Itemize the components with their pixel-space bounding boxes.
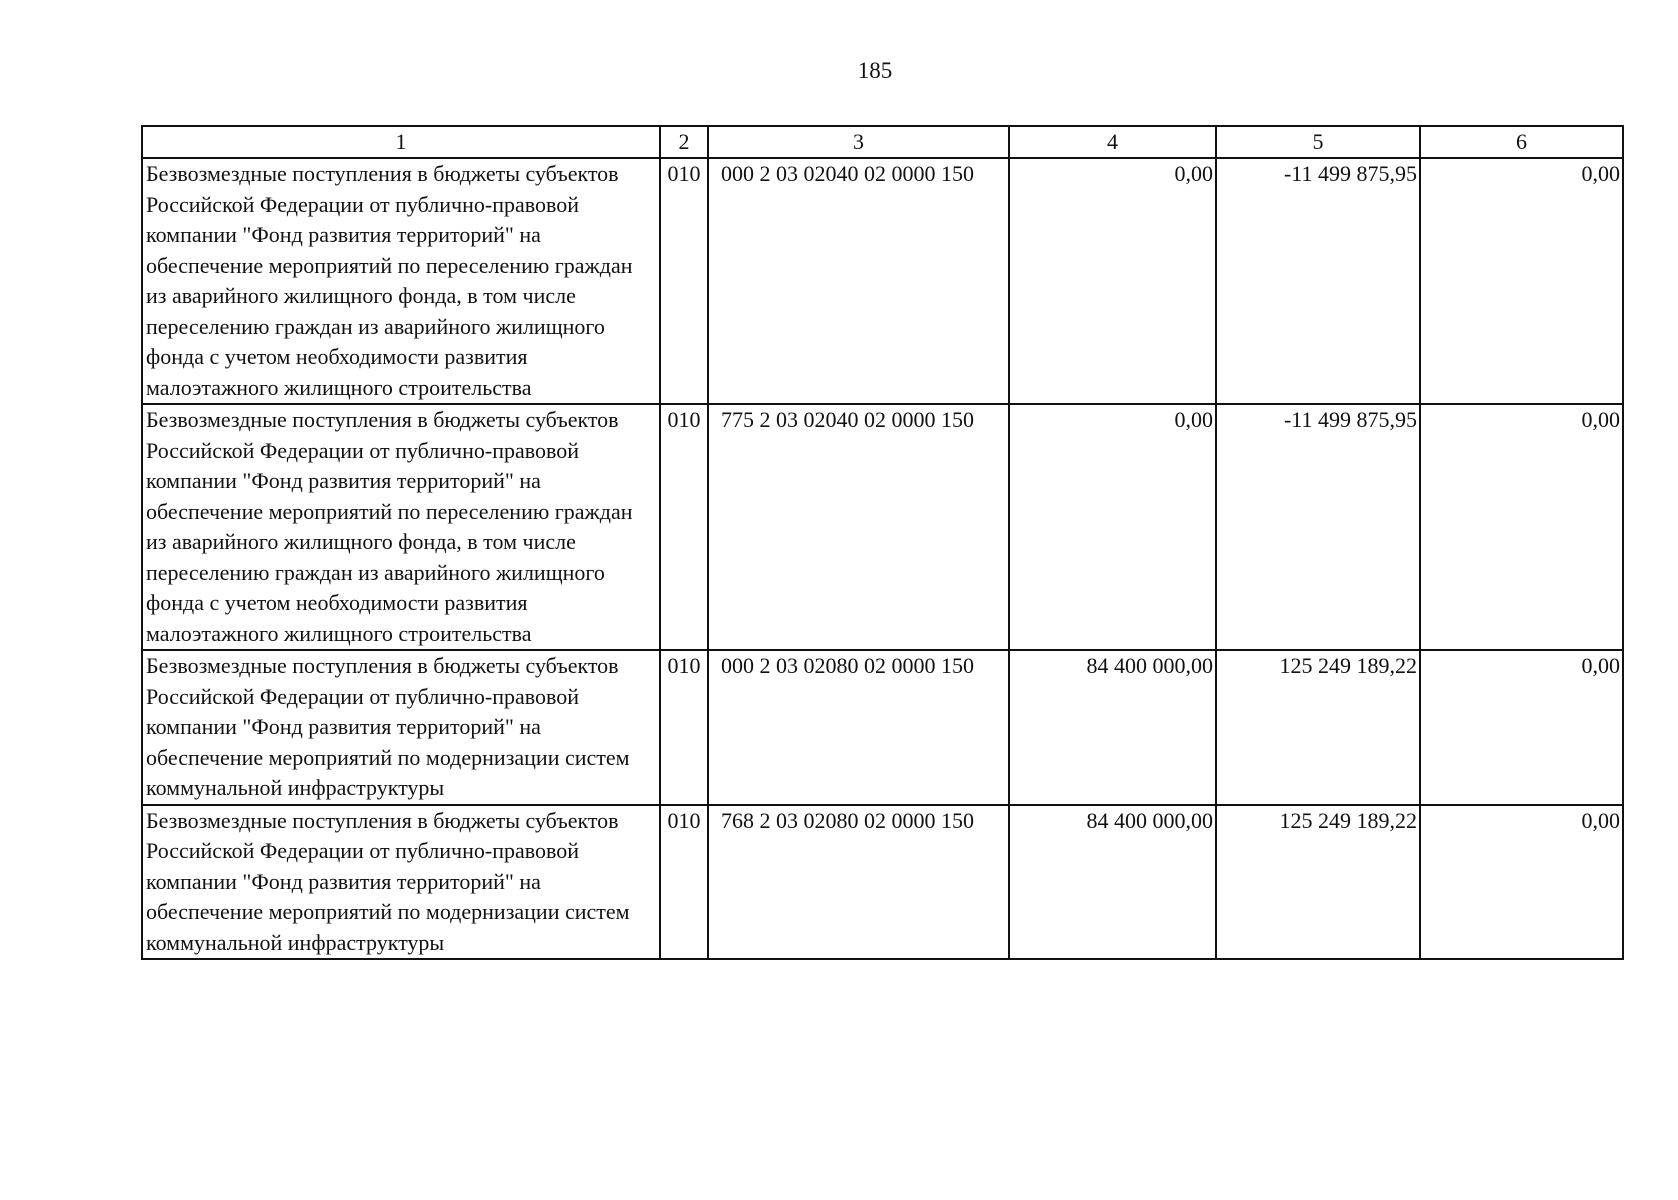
- revenue-name-cell: Безвозмездные поступления в бюджеты субъектов Российской Федерации от публично-правовой компании "Фонд развития территорий" на обеспечение мероприятий по модернизации систем коммунальной инфраструктуры: [142, 805, 660, 960]
- table-row: [142, 404, 1623, 650]
- amount-col4-cell: 0,00: [1009, 404, 1216, 650]
- column-header-5: 5: [1216, 126, 1420, 158]
- column-header-6: 6: [1420, 126, 1623, 158]
- amount-col5-cell: 125 249 189,22: [1216, 650, 1420, 805]
- line-code-cell: 010: [660, 805, 708, 960]
- revenue-name-cell: Безвозмездные поступления в бюджеты субъектов Российской Федерации от публично-правовой компании "Фонд развития территорий" на обеспечение мероприятий по переселению граждан из аварийного жилищного фонда, в том числе переселению граждан из аварийного жилищного фонда с учетом необходимости развития малоэтажного жилищного строительства: [142, 404, 660, 650]
- line-code-cell: 010: [660, 404, 708, 650]
- column-header-2: 2: [660, 126, 708, 158]
- amount-col6-cell: 0,00: [1420, 404, 1623, 650]
- budget-classification-code-cell: 768 2 03 02080 02 0000 150: [708, 805, 1009, 960]
- column-header-3: 3: [708, 126, 1009, 158]
- amount-col6-cell: 0,00: [1420, 805, 1623, 960]
- budget-classification-code-cell: 000 2 03 02080 02 0000 150: [708, 650, 1009, 805]
- revenue-name-cell: Безвозмездные поступления в бюджеты субъектов Российской Федерации от публично-правовой компании "Фонд развития территорий" на обеспечение мероприятий по переселению граждан из аварийного жилищного фонда, в том числе переселению граждан из аварийного жилищного фонда с учетом необходимости развития малоэтажного жилищного строительства: [142, 158, 660, 404]
- amount-col4-cell: 84 400 000,00: [1009, 650, 1216, 805]
- table-header-row: [142, 126, 1623, 158]
- amount-col6-cell: 0,00: [1420, 158, 1623, 404]
- table-row: [142, 650, 1623, 805]
- column-header-4: 4: [1009, 126, 1216, 158]
- line-code-cell: 010: [660, 158, 708, 404]
- page-number: 185: [857, 58, 893, 83]
- column-header-1: 1: [142, 126, 660, 158]
- budget-classification-code-cell: 775 2 03 02040 02 0000 150: [708, 404, 1009, 650]
- amount-col5-cell: -11 499 875,95: [1216, 158, 1420, 404]
- amount-col6-cell: 0,00: [1420, 650, 1623, 805]
- budget-revenue-table: [141, 125, 1624, 960]
- table-row: [142, 805, 1623, 960]
- amount-col4-cell: 0,00: [1009, 158, 1216, 404]
- amount-col5-cell: -11 499 875,95: [1216, 404, 1420, 650]
- amount-col4-cell: 84 400 000,00: [1009, 805, 1216, 960]
- amount-col5-cell: 125 249 189,22: [1216, 805, 1420, 960]
- revenue-name-cell: Безвозмездные поступления в бюджеты субъектов Российской Федерации от публично-правовой компании "Фонд развития территорий" на обеспечение мероприятий по модернизации систем коммунальной инфраструктуры: [142, 650, 660, 805]
- table-row: [142, 158, 1623, 404]
- budget-classification-code-cell: 000 2 03 02040 02 0000 150: [708, 158, 1009, 404]
- line-code-cell: 010: [660, 650, 708, 805]
